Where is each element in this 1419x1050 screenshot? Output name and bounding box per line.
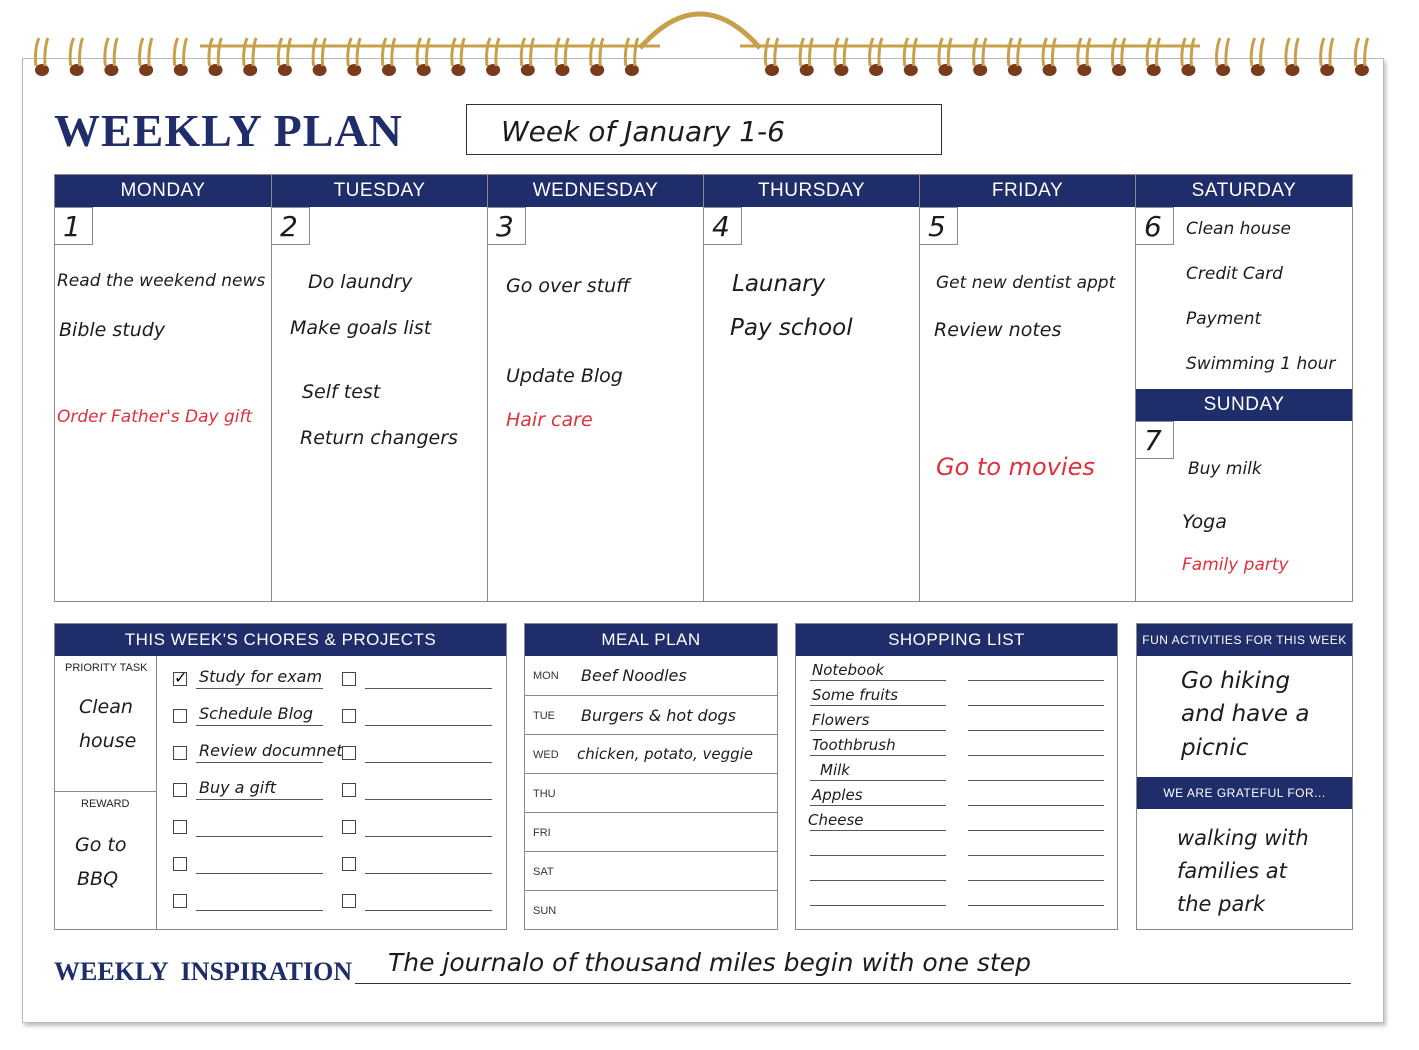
shopping-list-panel	[795, 623, 1118, 930]
task-item: Return changers	[300, 427, 458, 449]
task-checkbox[interactable]	[342, 783, 356, 797]
task-item: Payment	[1186, 309, 1262, 329]
fun-text: Go hiking	[1181, 668, 1291, 694]
coil-wire	[487, 38, 500, 66]
coil-wire	[625, 38, 638, 66]
coil-wire	[1355, 38, 1368, 66]
task-checkbox[interactable]	[173, 672, 187, 686]
day-header: MONDAY	[55, 175, 271, 207]
meal-value: Burgers & hot dogs	[581, 706, 736, 725]
task-item: Bible study	[59, 319, 166, 341]
coil-wire	[1321, 38, 1334, 66]
shopping-item: Cheese	[808, 811, 864, 829]
task-line	[365, 910, 492, 911]
day-saturday-sunday	[1136, 175, 1352, 601]
coil-wire	[348, 38, 361, 66]
task-item: Review notes	[934, 319, 1062, 341]
task-item: Order Father's Day gift	[57, 407, 253, 427]
coil-wire	[800, 38, 813, 66]
shopping-line	[968, 780, 1104, 781]
shopping-line	[968, 880, 1104, 881]
coil-wire	[174, 38, 187, 66]
task-checkbox[interactable]	[173, 857, 187, 871]
day-number: 6	[1136, 207, 1174, 245]
meal-row	[525, 734, 777, 773]
coil-wire	[1286, 38, 1299, 66]
meal-row	[525, 695, 777, 734]
shopping-item: Apples	[812, 786, 863, 804]
task-line	[365, 873, 492, 874]
shopping-line	[810, 905, 946, 906]
task-item: Yoga	[1182, 511, 1227, 533]
shopping-item: Milk	[820, 761, 850, 779]
task-item: Launary	[732, 271, 826, 297]
task-item: Read the weekend news	[57, 271, 266, 291]
day-number: 4	[704, 207, 742, 245]
day-header: THURSDAY	[704, 175, 919, 207]
priority-value: house	[79, 730, 137, 752]
meal-row	[525, 851, 777, 890]
day-number: 7	[1136, 421, 1174, 459]
coil-wire	[835, 38, 848, 66]
task-item: Go to movies	[936, 453, 1095, 481]
task-checkbox[interactable]	[342, 672, 356, 686]
task-item: Get new dentist appt	[936, 273, 1116, 293]
meal-day-label: SAT	[533, 866, 554, 878]
task-item: Do laundry	[308, 271, 413, 293]
coil-wire	[140, 38, 153, 66]
day-number: 5	[920, 207, 958, 245]
shopping-item: Notebook	[812, 661, 885, 679]
reward-value: Go to	[75, 834, 127, 856]
day-header: WEDNESDAY	[488, 175, 703, 207]
coil-wire	[1078, 38, 1091, 66]
task-checkbox[interactable]	[173, 709, 187, 723]
week-of-text: Week of January 1-6	[501, 115, 785, 148]
task-item: Swimming 1 hour	[1186, 354, 1336, 374]
task-text: Buy a gift	[199, 778, 277, 797]
task-item: Update Blog	[506, 365, 623, 387]
coil-wire	[904, 38, 917, 66]
shopping-item: Toothbrush	[812, 736, 896, 754]
task-line	[196, 873, 323, 874]
coil-wire	[1182, 38, 1195, 66]
shopping-list-heading: SHOPPING LIST	[796, 624, 1117, 656]
shopping-line	[810, 830, 946, 831]
coil-wire	[870, 38, 883, 66]
coil-wire	[209, 38, 222, 66]
task-item: Hair care	[506, 409, 593, 431]
meal-row	[525, 890, 777, 929]
reward-label: REWARD	[81, 798, 130, 810]
coil-wire	[382, 38, 395, 66]
shopping-line	[810, 780, 946, 781]
task-line	[196, 799, 323, 800]
coil-wire	[244, 38, 257, 66]
day-thursday	[704, 175, 920, 601]
meal-row	[525, 812, 777, 851]
fun-text: and have a	[1181, 701, 1310, 727]
coil-wire	[521, 38, 534, 66]
task-line	[196, 688, 323, 689]
shopping-line	[810, 855, 946, 856]
shopping-line	[810, 805, 946, 806]
shopping-line	[968, 855, 1104, 856]
task-checkbox[interactable]	[173, 783, 187, 797]
task-line	[365, 836, 492, 837]
task-checkbox[interactable]	[173, 820, 187, 834]
task-item: Make goals list	[290, 317, 432, 339]
page-title: WEEKLY PLAN	[54, 105, 403, 156]
shopping-line	[968, 705, 1104, 706]
task-checkbox[interactable]	[342, 894, 356, 908]
chores-panel	[54, 623, 507, 930]
coil-wire	[70, 38, 83, 66]
grateful-text: walking with	[1177, 826, 1309, 850]
task-item: Pay school	[730, 315, 853, 341]
coil-wire	[556, 38, 569, 66]
shopping-line	[810, 730, 946, 731]
shopping-line	[968, 830, 1104, 831]
day-header: FRIDAY	[920, 175, 1135, 207]
coil-wire	[35, 38, 48, 66]
day-number: 2	[272, 207, 310, 245]
task-item: Go over stuff	[506, 275, 630, 297]
shopping-line	[810, 755, 946, 756]
task-line	[365, 762, 492, 763]
task-line	[365, 725, 492, 726]
fun-grateful-panel	[1136, 623, 1353, 930]
meal-day-label: MON	[533, 670, 559, 682]
task-checkbox[interactable]	[342, 857, 356, 871]
day-number: 1	[55, 207, 93, 245]
shopping-line	[810, 880, 946, 881]
meal-row	[525, 656, 777, 695]
shopping-line	[968, 730, 1104, 731]
task-checkbox[interactable]	[173, 894, 187, 908]
task-line	[196, 762, 323, 763]
coil-wire	[417, 38, 430, 66]
task-checkbox[interactable]	[173, 746, 187, 760]
week-of-box[interactable]	[466, 104, 942, 155]
meal-day-label: WED	[533, 749, 559, 761]
shopping-item: Flowers	[812, 711, 870, 729]
task-item: Buy milk	[1188, 459, 1262, 479]
days-grid	[54, 174, 1353, 602]
meal-day-label: THU	[533, 788, 556, 800]
day-number: 3	[488, 207, 526, 245]
meal-day-label: SUN	[533, 905, 557, 917]
coil-wire	[591, 38, 604, 66]
task-text: Schedule Blog	[199, 704, 313, 723]
coil-wire	[1043, 38, 1056, 66]
task-text: Study for exam	[199, 667, 323, 686]
meal-row	[525, 773, 777, 812]
shopping-line	[810, 680, 946, 681]
meal-plan-panel	[524, 623, 778, 930]
fun-text: picnic	[1181, 735, 1249, 761]
day-friday	[920, 175, 1136, 601]
coil-wire	[939, 38, 952, 66]
task-item: Self test	[302, 381, 381, 403]
day-wednesday	[488, 175, 704, 601]
meal-value: chicken, potato, veggie	[577, 745, 754, 763]
grateful-text: the park	[1177, 892, 1266, 916]
task-line	[196, 836, 323, 837]
meal-day-label: TUE	[533, 710, 555, 722]
check-mark-icon: ✓	[174, 670, 188, 687]
shopping-line	[810, 705, 946, 706]
meal-day-label: FRI	[533, 827, 551, 839]
reward-value: BBQ	[77, 868, 119, 890]
fun-heading: FUN ACTIVITIES FOR THIS WEEK	[1137, 624, 1352, 656]
task-text: Review documnet	[199, 741, 343, 760]
chores-heading: THIS WEEK'S CHORES & PROJECTS	[55, 624, 506, 656]
day-tuesday	[272, 175, 488, 601]
task-checkbox[interactable]	[342, 746, 356, 760]
shopping-line	[968, 755, 1104, 756]
shopping-item: Some fruits	[812, 686, 899, 704]
coil-wire	[1112, 38, 1125, 66]
inspiration-label: WEEKLY INSPIRATION	[54, 957, 353, 986]
coil-wire	[313, 38, 326, 66]
task-line	[196, 910, 323, 911]
coil-wire	[974, 38, 987, 66]
task-checkbox[interactable]	[342, 820, 356, 834]
spiral-binding	[0, 0, 1419, 100]
shopping-line	[968, 680, 1104, 681]
priority-column	[55, 656, 157, 929]
task-item: Credit Card	[1186, 264, 1283, 284]
day-header: SATURDAY	[1136, 175, 1352, 207]
shopping-line	[968, 805, 1104, 806]
inspiration-text: The journalo of thousand miles begin with one step	[388, 948, 1031, 977]
grateful-text: families at	[1177, 859, 1287, 883]
meal-plan-heading: MEAL PLAN	[525, 624, 777, 656]
coil-wire	[278, 38, 291, 66]
day-monday	[55, 175, 272, 601]
inspiration-line	[355, 983, 1351, 984]
shopping-line	[968, 905, 1104, 906]
grateful-heading: WE ARE GRATEFUL FOR...	[1137, 777, 1352, 809]
coil-wire	[1147, 38, 1160, 66]
coil-wire	[452, 38, 465, 66]
meal-value: Beef Noodles	[581, 666, 687, 685]
coil-wire	[1217, 38, 1230, 66]
task-line	[365, 799, 492, 800]
task-checkbox[interactable]	[342, 709, 356, 723]
coil-wire	[1008, 38, 1021, 66]
coil-wire	[1251, 38, 1264, 66]
coil-wire	[765, 38, 778, 66]
hanger-hook	[640, 14, 760, 48]
task-item: Family party	[1182, 555, 1289, 575]
day-header: SUNDAY	[1136, 389, 1352, 421]
coil-wire	[105, 38, 118, 66]
task-line	[365, 688, 492, 689]
task-item: Clean house	[1186, 219, 1291, 239]
task-line	[196, 725, 323, 726]
day-header: TUESDAY	[272, 175, 487, 207]
priority-value: Clean	[79, 696, 133, 718]
priority-label: PRIORITY TASK	[65, 662, 148, 674]
